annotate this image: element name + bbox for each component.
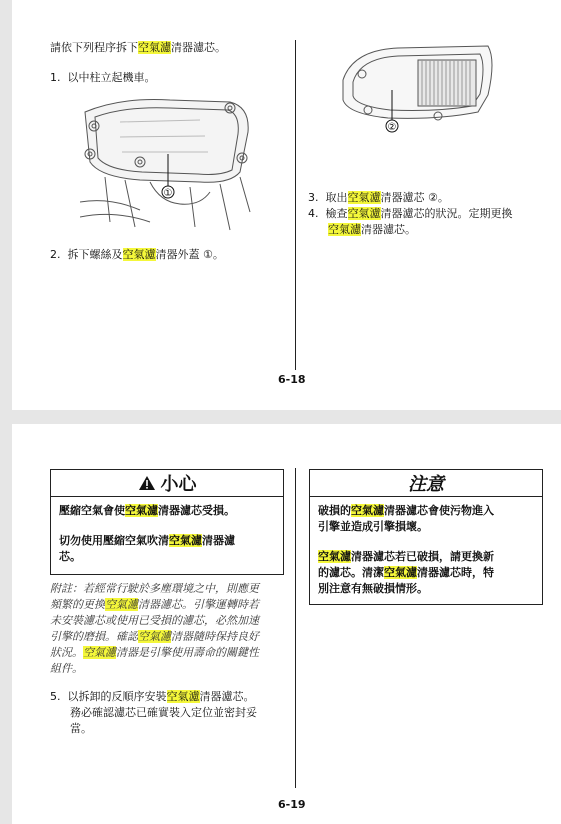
highlight: 空氣濾 [138,41,171,54]
caution-paragraph: 壓縮空氣會使空氣濾清器濾芯受損。 [59,504,235,517]
caution-box [50,469,284,575]
callout-number: ① [163,188,173,199]
notice-box [309,469,543,605]
warning-triangle-icon [138,475,156,491]
highlight: 空氣濾 [138,630,171,643]
manual-page-6-18 [12,0,561,410]
manual-page-6-19 [12,424,561,824]
caution-header [51,470,283,497]
caution-paragraph: 切勿使用壓縮空氣吹清空氣濾清器濾 [59,534,235,547]
caution-paragraph-cont: 芯。 [59,550,81,563]
highlight: 空氣濾 [83,646,116,659]
step-4: 4. 檢查空氣濾清器濾芯的狀況。定期更換 [308,207,513,220]
notice-body: 破損的空氣濾清器濾芯會使污物進入 引擎並造成引擎損壞。 空氣濾清器濾芯若已破損，請更換新 的濾芯。清潔空氣濾清器濾芯時，特 別注意有無破損情形。 [318,504,494,595]
step-4-continued: 空氣濾清器濾芯。 [328,223,416,236]
highlight: 空氣濾 [318,550,351,563]
step-5-continued: 當。 [70,722,92,735]
notice-title: 注意 [408,474,444,495]
caution-title: 小心 [160,474,197,495]
step-5: 5. 以拆卸的反順序安裝空氣濾清器濾芯。 [50,690,255,703]
highlight: 空氣濾 [105,598,138,611]
scooter-air-filter-cover-illustration [80,92,260,232]
page-number: 6-19 [278,798,306,811]
highlight: 空氣濾 [122,248,156,261]
note-paragraph: 附註：若經常行駛於多塵環境之中，則應更 頻繁的更換空氣濾清器濾芯。引擎運轉時若 未安裝濾芯或使用已受損的濾芯，必然加速 引擎的磨損。確認空氣濾清器隨時保持良好 狀況。空氣濾清器是引擎使用壽命的關鍵性 組件。 [50,582,259,675]
notice-header [310,470,542,497]
column-divider [295,468,296,788]
step-5-continued: 務必確認濾芯已確實裝入定位並密封妥 [70,706,257,719]
highlight: 空氣濾 [347,207,381,220]
highlight: 空氣濾 [125,504,158,517]
step-2: 2. 拆下螺絲及空氣濾清器外蓋 ①。 [50,248,224,261]
callout-number: ② [387,122,397,133]
highlight: 空氣濾 [166,690,200,703]
highlight: 空氣濾 [351,504,384,517]
caution-body [51,497,283,571]
air-filter-element-illustration [338,40,498,140]
highlight: 空氣濾 [384,566,417,579]
step-1: 1. 以中柱立起機車。 [50,71,156,84]
highlight: 空氣濾 [169,534,202,547]
column-divider [295,40,296,370]
highlight: 空氣濾 [328,223,361,236]
step-3: 3. 取出空氣濾清器濾芯 ②。 [308,191,449,204]
intro-text: 請依下列程序拆下空氣濾清器濾芯。 [50,41,226,54]
page-number: 6-18 [278,373,306,386]
highlight: 空氣濾 [347,191,381,204]
